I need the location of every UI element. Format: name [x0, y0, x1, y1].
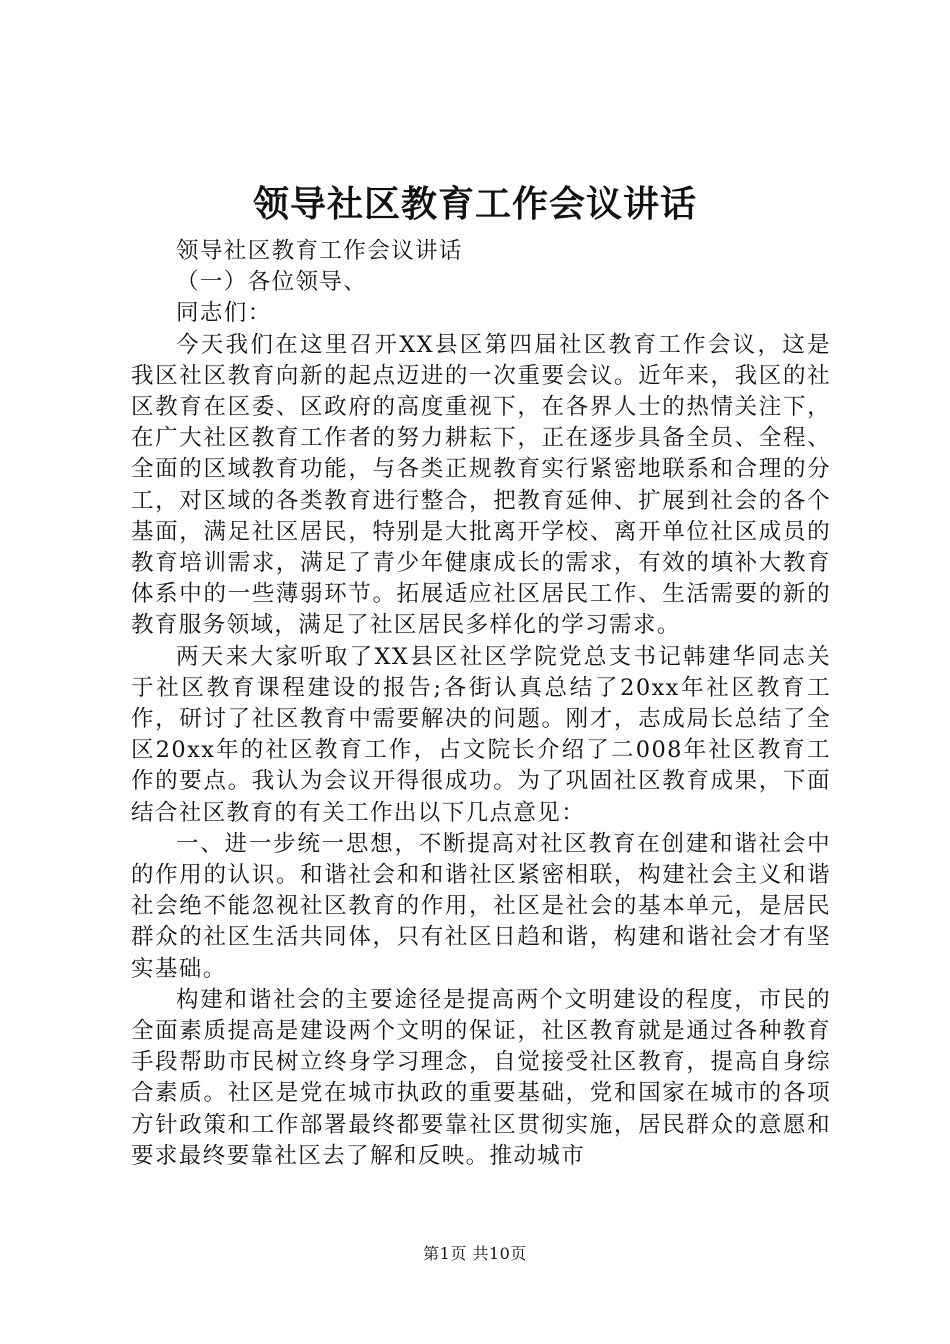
subtitle-paragraph: 领导社区教育工作会议讲话 [176, 238, 463, 264]
body-paragraph: 两天来大家听取了XX县区社区学院党总支书记韩建华同志关于社区教育课程建设的报告;各街认真总结了20xx年社区教育工作，研讨了社区教育中需要解决的问题。刚才，志成局长总结了全区20xx年的社区教育工作，占文院长介绍了二008年社区教育工作的要点。我认为会议开得很成功。为了巩固社区教育成果，下面结合社区教育的有关工作出以下几点意见： [131, 643, 831, 826]
body-paragraph: 一、进一步统一思想，不断提高对社区教育在创建和谐社会中的作用的认识。和谐社会和和谐社区紧密相联，构建社会主义和谐社会绝不能忽视社区教育的作用，社区是社会的基本单元，是居民群众的社区生活共同体，只有社区日趋和谐，构建和谐社会才有坚实基础。 [131, 830, 831, 982]
body-paragraph: 今天我们在这里召开XX县区第四届社区教育工作会议，这是我区社区教育向新的起点迈进的一次重要会议。近年来，我区的社区教育在区委、区政府的高度重视下，在各界人士的热情关注下，在广大社区教育工作者的努力耕耘下，正在逐步具备全员、全程、全面的区域教育功能，与各类正规教育实行紧密地联系和合理的分工，对区域的各类教育进行整合，把教育延伸、扩展到社会的各个基面，满足社区居民，特别是大批离开学校、离开单位社区成员的教育培训需求，满足了青少年健康成长的需求，有效的填补大教育体系中的一些薄弱环节。拓展适应社区居民工作、生活需要的新的教育服务领域，满足了社区居民多样化的学习需求。 [131, 331, 831, 639]
salutation-line-2: 同志们： [176, 300, 272, 327]
salutation-line-1: （一）各位领导、 [176, 269, 368, 296]
page-number-footer: 第1页 共10页 [423, 1244, 527, 1263]
document-body [131, 236, 831, 1172]
body-paragraph: 构建和谐社会的主要途径是提高两个文明建设的程度，市民的全面素质提高是建设两个文明的保证，社区教育就是通过各种教育手段帮助市民树立终身学习理念，自觉接受社区教育，提高自身综合素质。社区是党在城市执政的重要基础，党和国家在城市的各项方针政策和工作部署最终都要靠社区贯彻实施，居民群众的意愿和要求最终要靠社区去了解和反映。推动城市 [131, 986, 831, 1169]
document-title: 领导社区教育工作会议讲话 [252, 184, 697, 225]
